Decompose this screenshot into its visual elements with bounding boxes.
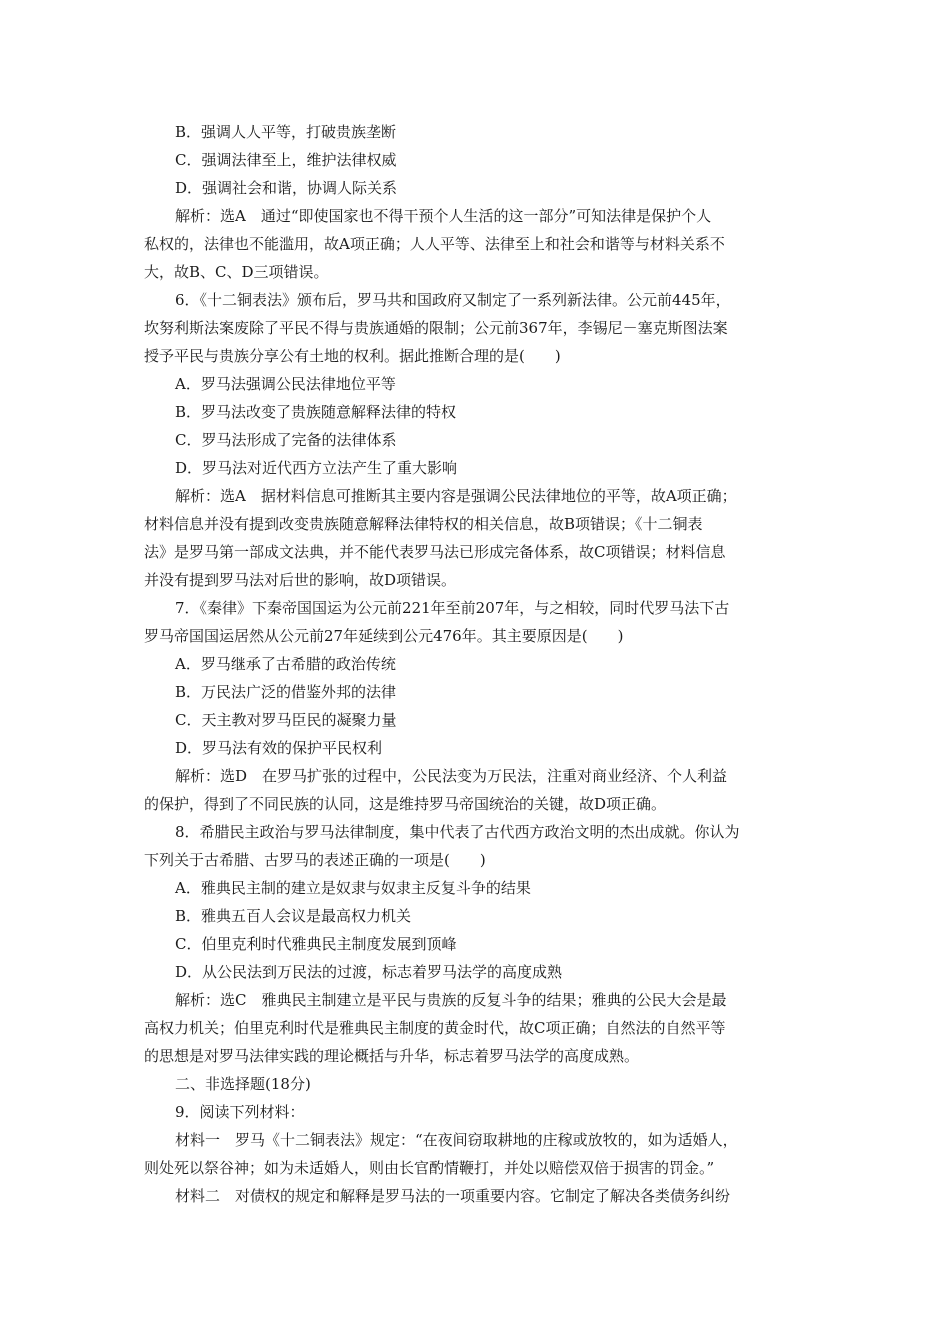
text-line: 8．希腊民主政治与罗马法律制度，集中代表了古代西方政治文明的杰出成就。你认为: [175, 823, 740, 841]
text-line: 9．阅读下列材料：: [175, 1103, 305, 1121]
text-line: 大，故B、C、D三项错误。: [144, 263, 329, 281]
text-line: A．罗马法强调公民法律地位平等: [175, 375, 396, 393]
text-line: 下列关于古希腊、古罗马的表述正确的一项是( ): [144, 851, 486, 869]
text-line: 解析：选A 据材料信息可推断其主要内容是强调公民法律地位的平等，故A项正确；: [175, 487, 737, 505]
text-line: 材料二 对债权的规定和解释是罗马法的一项重要内容。它制定了解决各类债务纠纷: [175, 1187, 731, 1205]
text-line: 高权力机关；伯里克利时代是雅典民主制度的黄金时代，故C项正确；自然法的自然平等: [144, 1019, 726, 1037]
text-line: 7．《秦律》下秦帝国国运为公元前221年至前207年，与之相较，同时代罗马法下古: [175, 599, 730, 617]
text-line: 的保护，得到了不同民族的认同，这是维持罗马帝国统治的关键，故D项正确。: [144, 795, 667, 813]
document-page: [144, 118, 814, 1210]
text-line: 二、非选择题(18分): [175, 1075, 311, 1093]
text-line: D．从公民法到万民法的过渡，标志着罗马法学的高度成熟: [175, 963, 563, 981]
text-line: A．雅典民主制的建立是奴隶与奴隶主反复斗争的结果: [175, 879, 531, 897]
text-line: B．强调人人平等，打破贵族垄断: [175, 123, 397, 141]
text-line: 则处死以祭谷神；如为未适婚人，则由长官酌情鞭打，并处以赔偿双倍于损害的罚金。”: [144, 1159, 715, 1177]
text-line: D．罗马法对近代西方立法产生了重大影响: [175, 459, 458, 477]
text-line: B．万民法广泛的借鉴外邦的法律: [175, 683, 397, 701]
text-line: C．伯里克利时代雅典民主制度发展到顶峰: [175, 935, 457, 953]
text-line: D．强调社会和谐，协调人际关系: [175, 179, 398, 197]
text-line: 并没有提到罗马法对后世的影响，故D项错误。: [144, 571, 457, 589]
text-line: A．罗马继承了古希腊的政治传统: [175, 655, 396, 673]
text-line: 解析：选A 通过“即使国家也不得干预个人生活的这一部分”可知法律是保护个人: [175, 207, 712, 225]
text-line: 解析：选C 雅典民主制建立是平民与贵族的反复斗争的结果；雅典的公民大会是最: [175, 991, 727, 1009]
text-line: 法》是罗马第一部成文法典，并不能代表罗马法已形成完备体系，故C项错误；材料信息: [144, 543, 726, 561]
text-line: B．罗马法改变了贵族随意解释法律的特权: [175, 403, 457, 421]
text-line: C．强调法律至上，维护法律权威: [175, 151, 397, 169]
text-line: 罗马帝国国运居然从公元前27年延续到公元476年。其主要原因是( ): [144, 627, 624, 645]
text-line: 材料信息并没有提到改变贵族随意解释法律特权的相关信息，故B项错误；《十二铜表: [144, 515, 703, 533]
text-line: 的思想是对罗马法律实践的理论概括与升华，标志着罗马法学的高度成熟。: [144, 1047, 640, 1065]
text-line: C．罗马法形成了完备的法律体系: [175, 431, 397, 449]
text-line: 材料一 罗马《十二铜表法》规定：“在夜间窃取耕地的庄稼或放牧的，如为适婚人，: [175, 1131, 738, 1149]
text-line: 私权的，法律也不能滥用，故A项正确；人人平等、法律至上和社会和谐等与材料关系不: [144, 235, 725, 253]
text-line: D．罗马法有效的保护平民权利: [175, 739, 383, 757]
text-line: 6．《十二铜表法》颁布后，罗马共和国政府又制定了一系列新法律。公元前445年，: [175, 291, 731, 309]
text-line: B．雅典五百人会议是最高权力机关: [175, 907, 412, 925]
text-line: 坎努利斯法案废除了平民不得与贵族通婚的限制；公元前367年，李锡尼－塞克斯图法案: [144, 319, 728, 337]
text-line: 授予平民与贵族分享公有土地的权利。据此推断合理的是( ): [144, 347, 561, 365]
text-line: C．天主教对罗马臣民的凝聚力量: [175, 711, 397, 729]
text-line: 解析：选D 在罗马扩张的过程中，公民法变为万民法，注重对商业经济、个人利益: [175, 767, 728, 785]
